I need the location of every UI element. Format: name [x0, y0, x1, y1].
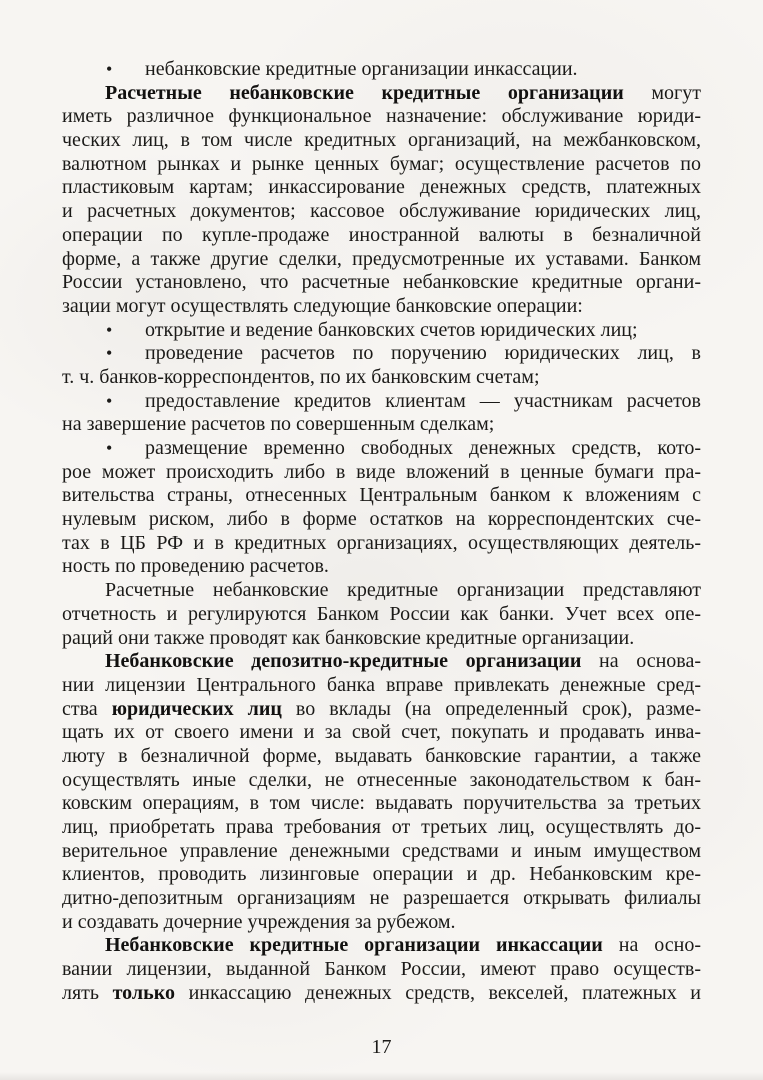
text-run: проведение расчетов по поручению юридических лиц, в — [145, 342, 701, 365]
text-run: тах в ЦБ РФ и в кредитных организациях, осуществляющих деятель- — [62, 531, 701, 554]
page-number: 17 — [371, 1036, 392, 1058]
text-line — [62, 555, 701, 579]
text-line — [62, 82, 701, 106]
bold-text-run: Расчетные небанковские кредитные организации — [105, 81, 624, 104]
text-line — [62, 224, 701, 248]
text-line — [62, 579, 701, 603]
bullet-icon: • — [106, 59, 113, 79]
text-line — [62, 745, 701, 769]
text-run: и создавать дочерние учреждения за рубежом. — [62, 910, 456, 933]
text-run: отчетность и регулируются Банком России как банки. Учет всех опе- — [62, 602, 701, 625]
bullet-item — [62, 437, 701, 579]
text-run: на осно- — [602, 934, 701, 957]
text-run: нулевым риском, либо в форме остатков на корреспондентских сче- — [62, 508, 701, 531]
text-run: люту в безналичной форме, выдавать банковские гарантии, а также — [62, 744, 701, 767]
text-line — [62, 248, 701, 272]
text-line — [62, 887, 701, 911]
text-run: могут — [623, 81, 701, 104]
text-line — [62, 342, 701, 366]
text-run: клиентов, проводить лизинговые операции и др. Небанковским кре- — [62, 863, 701, 886]
bullet-item — [62, 58, 701, 82]
text-line — [62, 105, 701, 129]
paragraph — [62, 934, 701, 1005]
text-line — [62, 816, 701, 840]
text-line — [62, 769, 701, 793]
bold-text-run: Небанковские кредитные организации инкассации — [105, 934, 603, 957]
text-line — [62, 508, 701, 532]
text-run: пластиковым картам; инкассирование денежных средств, платежных — [62, 176, 701, 199]
text-line — [62, 982, 701, 1006]
text-run: ность по проведению расчетов. — [62, 555, 329, 578]
paragraph — [62, 82, 701, 319]
text-line — [62, 840, 701, 864]
bold-text-run: Небанковские депозитно-кредитные организации — [105, 650, 582, 673]
text-run: вании лицензии, выданной Банком России, имеют право осуществ- — [62, 958, 701, 981]
text-run: открытие и ведение банковских счетов юридических лиц; — [145, 318, 638, 341]
text-line — [62, 911, 701, 935]
text-run: лять — [62, 981, 113, 1004]
bullet-item — [62, 319, 701, 343]
text-run: раций они также проводят как банковские кредитные организации. — [62, 626, 635, 649]
text-run: иметь различное функциональное назначение: обслуживание юриди- — [62, 105, 701, 128]
text-run: предоставление кредитов клиентам — участникам расчетов — [145, 389, 701, 412]
bullet-icon: • — [106, 343, 113, 364]
text-run: дитно-депозитным организациям не разрешается открывать филиалы — [62, 887, 701, 910]
text-line — [62, 863, 701, 887]
text-run: ства — [62, 697, 112, 720]
text-run: осуществлять иные сделки, не отнесенные законодательством к бан- — [62, 768, 701, 791]
page-content — [62, 58, 701, 1006]
text-line — [62, 721, 701, 745]
text-line — [62, 532, 701, 556]
paragraph — [62, 579, 701, 650]
text-run: форме, а также другие сделки, предусмотренные их уставами. Банком — [62, 247, 701, 270]
text-line — [62, 390, 701, 414]
text-run: во вклады (на определенный срок), разме- — [281, 697, 701, 720]
bold-text-run: юридических лиц — [111, 697, 282, 720]
bullet-item — [62, 390, 701, 437]
text-run: инкассацию денежных средств, векселей, платежных и — [174, 981, 701, 1004]
text-run: валютном рынках и рынке ценных бумаг; осуществление расчетов по — [62, 152, 701, 175]
text-run: щать их от своего имени и за свой счет, покупать и продавать инва- — [62, 721, 701, 744]
text-line — [62, 650, 701, 674]
text-line — [62, 484, 701, 508]
text-run: России установлено, что расчетные небанковские кредитные органи- — [62, 271, 701, 294]
text-line — [62, 603, 701, 627]
text-line — [62, 319, 701, 343]
text-run: и расчетных документов; кассовое обслуживание юридических лиц, — [62, 200, 701, 223]
text-run: верительное управление денежными средствами и иным имуществом — [62, 839, 701, 862]
bullet-item — [62, 342, 701, 389]
text-line — [62, 934, 701, 958]
text-run: т. ч. банков-корреспондентов, по их банковским счетам; — [62, 365, 540, 388]
text-run: лиц, приобретать права требования от третьих лиц, осуществлять до- — [62, 816, 701, 838]
text-line — [62, 366, 701, 390]
text-line — [62, 200, 701, 224]
text-run: ковским операциям, в том числе: выдавать поручительства за третьих — [62, 792, 701, 815]
bullet-icon: • — [106, 319, 113, 340]
text-run: вительства страны, отнесенных Центральным банком к вложениям с — [62, 484, 701, 507]
text-run: небанковские кредитные организации инкассации. — [145, 58, 578, 80]
text-line — [62, 958, 701, 982]
text-line — [62, 674, 701, 698]
text-run: на основа- — [581, 650, 701, 673]
bullet-icon: • — [106, 390, 113, 411]
text-run: ческих лиц, в том числе кредитных организаций, на межбанковском, — [62, 129, 701, 152]
bold-text-run: только — [112, 981, 175, 1004]
text-line — [62, 461, 701, 485]
text-line — [62, 129, 701, 153]
text-line — [62, 413, 701, 437]
text-run: размещение временно свободных денежных средств, кото- — [145, 437, 701, 459]
text-run: нии лицензии Центрального банка вправе привлекать денежные сред- — [62, 673, 701, 696]
text-line — [62, 295, 701, 319]
text-run: зации могут осуществлять следующие банковские операции: — [62, 294, 583, 317]
text-line — [62, 176, 701, 200]
text-line — [62, 153, 701, 177]
text-line — [62, 698, 701, 722]
text-line — [62, 627, 701, 651]
paragraph — [62, 650, 701, 934]
text-line — [62, 58, 701, 82]
text-line — [62, 437, 701, 461]
text-line — [62, 271, 701, 295]
bullet-icon: • — [106, 438, 113, 458]
text-line — [62, 792, 701, 816]
text-run: на завершение расчетов по совершенным сделкам; — [62, 413, 495, 436]
text-run: операции по купле-продаже иностранной валюты в безналичной — [62, 223, 701, 246]
text-run: рое может происходить либо в виде вложений в ценные бумаги пра- — [62, 460, 701, 483]
text-run: Расчетные небанковские кредитные организации представляют — [105, 579, 701, 602]
